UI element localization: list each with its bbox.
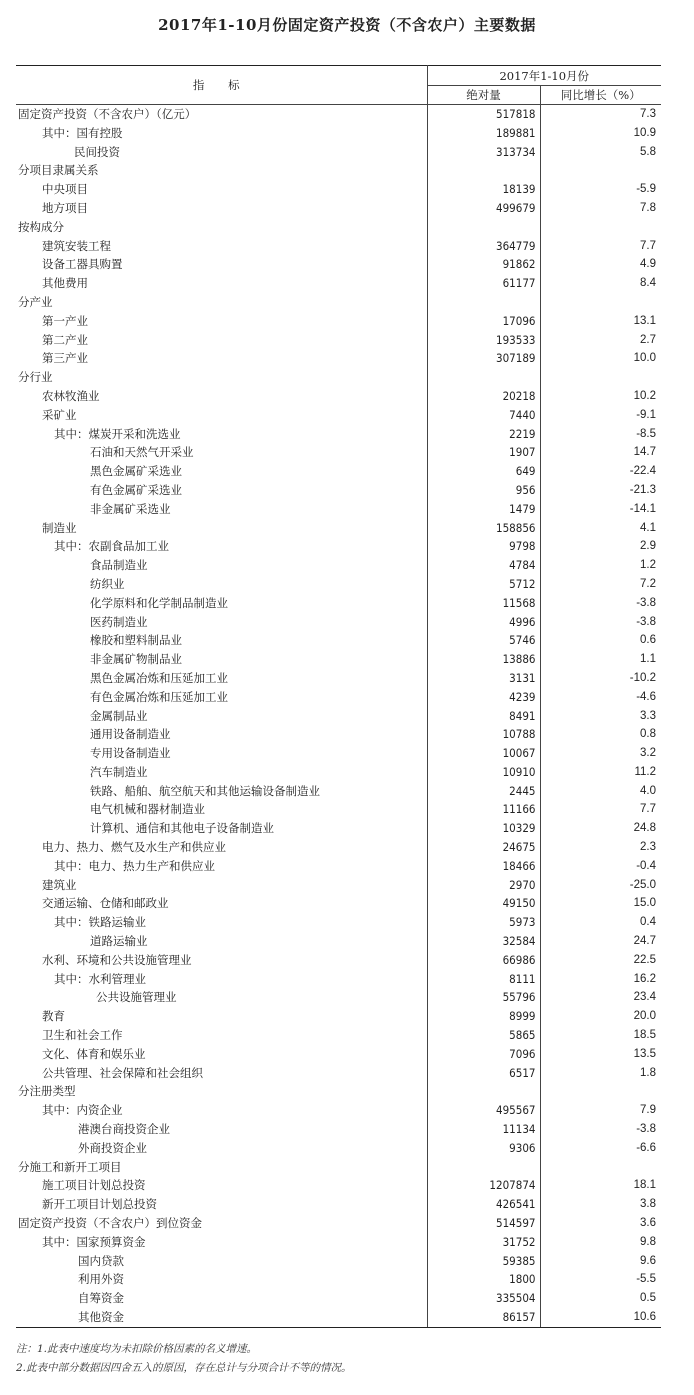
row-growth-value: 2.7 xyxy=(640,333,657,346)
row-absolute-value: 55796 xyxy=(427,988,540,1007)
table-row xyxy=(16,143,661,162)
table-row xyxy=(16,857,661,876)
row-label: 食品制造业 xyxy=(16,556,427,575)
table-row xyxy=(16,218,661,237)
row-growth-value: 2.3 xyxy=(640,841,657,854)
table-row xyxy=(16,1007,661,1026)
row-absolute-value: 18139 xyxy=(427,180,540,199)
table-row xyxy=(16,368,661,387)
row-absolute-value: 11166 xyxy=(427,800,540,819)
table-row xyxy=(16,613,661,632)
row-growth-value: 4.0 xyxy=(640,784,657,797)
row-label: 其中：国家预算资金 xyxy=(16,1233,427,1252)
row-label: 国内贷款 xyxy=(16,1252,427,1271)
table-row xyxy=(16,688,661,707)
row-absolute-value xyxy=(427,1082,540,1101)
row-growth-value: 13.5 xyxy=(633,1047,657,1060)
row-absolute-value: 4784 xyxy=(427,556,540,575)
row-absolute-value: 335504 xyxy=(427,1289,540,1308)
row-label: 非金属矿采选业 xyxy=(16,500,427,519)
row-label: 建筑业 xyxy=(16,876,427,895)
table-row xyxy=(16,744,661,763)
row-label: 黑色金属矿采选业 xyxy=(16,462,427,481)
table-row xyxy=(16,913,661,932)
row-absolute-value: 517818 xyxy=(427,105,540,124)
row-growth-value: -3.8 xyxy=(636,1123,657,1136)
row-label: 按构成分 xyxy=(16,218,427,237)
row-growth-value: 2.9 xyxy=(640,540,657,553)
table-row xyxy=(16,406,661,425)
growth-column-header: 同比增长（%） xyxy=(540,86,661,105)
row-absolute-value: 9306 xyxy=(427,1139,540,1158)
row-absolute-value: 32584 xyxy=(427,932,540,951)
row-absolute-value: 158856 xyxy=(427,519,540,538)
table-row xyxy=(16,500,661,519)
row-label: 有色金属矿采选业 xyxy=(16,481,427,500)
row-growth-value: 13.1 xyxy=(633,314,657,327)
row-label: 交通运输、仓储和邮政业 xyxy=(16,894,427,913)
row-absolute-value: 1207874 xyxy=(427,1176,540,1195)
row-absolute-value: 10788 xyxy=(427,725,540,744)
row-label: 其中：煤炭开采和洗选业 xyxy=(16,425,427,444)
row-growth-value: 7.8 xyxy=(640,201,657,214)
table-header xyxy=(16,66,661,105)
row-label: 自筹资金 xyxy=(16,1289,427,1308)
table-row xyxy=(16,1195,661,1214)
table-row xyxy=(16,707,661,726)
row-growth-value: 7.2 xyxy=(640,577,657,590)
row-growth-value: -6.6 xyxy=(636,1141,657,1154)
row-growth-value: -22.4 xyxy=(629,465,657,478)
row-label: 水利、环境和公共设施管理业 xyxy=(16,951,427,970)
table-row xyxy=(16,650,661,669)
table-row xyxy=(16,932,661,951)
row-absolute-value xyxy=(427,1158,540,1177)
row-absolute-value: 91862 xyxy=(427,255,540,274)
row-growth-value: 3.3 xyxy=(640,709,657,722)
row-absolute-value: 307189 xyxy=(427,349,540,368)
row-growth-value: -3.8 xyxy=(636,615,657,628)
table-row xyxy=(16,1082,661,1101)
row-absolute-value: 7096 xyxy=(427,1045,540,1064)
row-absolute-value: 9798 xyxy=(427,537,540,556)
table-row xyxy=(16,988,661,1007)
row-label: 公共设施管理业 xyxy=(16,988,427,1007)
row-growth-value: 22.5 xyxy=(633,953,657,966)
row-label: 其他费用 xyxy=(16,274,427,293)
table-row xyxy=(16,237,661,256)
row-label: 其中：水利管理业 xyxy=(16,970,427,989)
row-label: 电力、热力、燃气及水生产和供应业 xyxy=(16,838,427,857)
table-row xyxy=(16,970,661,989)
row-label: 石油和天然气开采业 xyxy=(16,443,427,462)
row-absolute-value: 10329 xyxy=(427,819,540,838)
row-absolute-value: 5712 xyxy=(427,575,540,594)
row-label: 第二产业 xyxy=(16,331,427,350)
row-absolute-value: 8111 xyxy=(427,970,540,989)
table-row xyxy=(16,537,661,556)
row-label: 纺织业 xyxy=(16,575,427,594)
table-row xyxy=(16,1120,661,1139)
row-growth-value: 11.2 xyxy=(634,765,657,778)
table-row xyxy=(16,1308,661,1327)
row-growth-value: -3.8 xyxy=(636,596,657,609)
row-absolute-value: 24675 xyxy=(427,838,540,857)
row-label: 其他资金 xyxy=(16,1308,427,1327)
row-growth-value: 0.5 xyxy=(640,1292,657,1305)
table-row xyxy=(16,1064,661,1083)
row-absolute-value: 20218 xyxy=(427,387,540,406)
row-absolute-value: 5865 xyxy=(427,1026,540,1045)
row-absolute-value: 2219 xyxy=(427,425,540,444)
footnote-2: 2.此表中部分数据因四舍五入的原因，存在总计与分项合计不等的情况。 xyxy=(16,1362,352,1374)
row-absolute-value: 313734 xyxy=(427,143,540,162)
row-growth-value: 7.9 xyxy=(640,1104,657,1117)
row-label: 第一产业 xyxy=(16,312,427,331)
table-row xyxy=(16,1139,661,1158)
row-growth-value: -21.3 xyxy=(629,483,657,496)
table-row xyxy=(16,800,661,819)
row-growth-value: -14.1 xyxy=(629,502,657,515)
row-absolute-value: 5746 xyxy=(427,631,540,650)
row-label: 其中：国有控股 xyxy=(16,124,427,143)
row-growth-value: 10.9 xyxy=(633,126,657,139)
row-growth-value: 8.4 xyxy=(640,277,657,290)
row-label: 黑色金属冶炼和压延加工业 xyxy=(16,669,427,688)
table-row xyxy=(16,1101,661,1120)
absolute-column-header: 绝对量 xyxy=(427,86,540,105)
row-absolute-value: 364779 xyxy=(427,237,540,256)
table-row xyxy=(16,199,661,218)
table-row xyxy=(16,481,661,500)
row-label: 制造业 xyxy=(16,519,427,538)
row-growth-value: 15.0 xyxy=(633,897,657,910)
row-absolute-value xyxy=(427,161,540,180)
indicator-header: 指 标 xyxy=(16,66,427,105)
table-row xyxy=(16,838,661,857)
row-absolute-value xyxy=(427,368,540,387)
row-absolute-value: 8999 xyxy=(427,1007,540,1026)
row-absolute-value: 18466 xyxy=(427,857,540,876)
row-absolute-value: 8491 xyxy=(427,707,540,726)
row-label: 分产业 xyxy=(16,293,427,312)
table-row xyxy=(16,631,661,650)
row-growth-value: -9.1 xyxy=(636,408,657,421)
row-growth-value: 10.2 xyxy=(633,389,657,402)
row-absolute-value: 13886 xyxy=(427,650,540,669)
row-absolute-value: 10910 xyxy=(427,763,540,782)
row-growth-value: -4.6 xyxy=(636,690,657,703)
row-absolute-value: 5973 xyxy=(427,913,540,932)
row-absolute-value: 7440 xyxy=(427,406,540,425)
table-row xyxy=(16,1252,661,1271)
row-growth-value: 18.5 xyxy=(633,1029,657,1042)
table-row xyxy=(16,594,661,613)
row-growth-value: 0.4 xyxy=(640,916,657,929)
row-growth-value: 23.4 xyxy=(633,991,657,1004)
row-label: 金属制品业 xyxy=(16,707,427,726)
row-growth-value: 3.2 xyxy=(640,747,657,760)
table-row xyxy=(16,180,661,199)
footnotes xyxy=(16,1340,676,1378)
row-label: 分施工和新开工项目 xyxy=(16,1158,427,1177)
row-label: 卫生和社会工作 xyxy=(16,1026,427,1045)
row-label: 通用设备制造业 xyxy=(16,725,427,744)
row-label: 固定资产投资（不含农户）（亿元） xyxy=(16,105,427,124)
row-growth-value: 3.8 xyxy=(640,1198,657,1211)
row-growth-value: 24.8 xyxy=(633,822,657,835)
table-row xyxy=(16,161,661,180)
row-growth-value: 9.8 xyxy=(640,1235,657,1248)
row-growth-value xyxy=(540,218,661,237)
footnote-1: 注：1.此表中速度均为未扣除价格因素的名义增速。 xyxy=(16,1343,258,1355)
row-label: 文化、体育和娱乐业 xyxy=(16,1045,427,1064)
row-label: 计算机、通信和其他电子设备制造业 xyxy=(16,819,427,838)
row-growth-value: 0.6 xyxy=(640,634,657,647)
table-row xyxy=(16,255,661,274)
table-body xyxy=(16,105,661,1328)
row-growth-value: 0.8 xyxy=(640,728,657,741)
row-absolute-value: 11568 xyxy=(427,594,540,613)
table-row xyxy=(16,124,661,143)
page-title: 2017年1-10月份固定资产投资（不含农户）主要数据 xyxy=(158,16,536,34)
table-row xyxy=(16,1233,661,1252)
row-growth-value: 7.7 xyxy=(640,803,657,816)
row-absolute-value: 2445 xyxy=(427,782,540,801)
row-label: 化学原料和化学制品制造业 xyxy=(16,594,427,613)
row-label: 铁路、船舶、航空航天和其他运输设备制造业 xyxy=(16,782,427,801)
row-label: 教育 xyxy=(16,1007,427,1026)
row-growth-value: -8.5 xyxy=(636,427,657,440)
row-absolute-value: 189881 xyxy=(427,124,540,143)
table-row xyxy=(16,425,661,444)
table-row xyxy=(16,763,661,782)
table-row xyxy=(16,725,661,744)
table-row xyxy=(16,1270,661,1289)
table-row xyxy=(16,105,661,124)
row-absolute-value: 499679 xyxy=(427,199,540,218)
table-row xyxy=(16,462,661,481)
row-label: 施工项目计划总投资 xyxy=(16,1176,427,1195)
row-growth-value: 14.7 xyxy=(633,446,657,459)
row-growth-value: -25.0 xyxy=(629,878,657,891)
row-label: 利用外资 xyxy=(16,1270,427,1289)
table-row xyxy=(16,556,661,575)
table-row xyxy=(16,894,661,913)
row-growth-value: 18.1 xyxy=(633,1179,657,1192)
row-label: 第三产业 xyxy=(16,349,427,368)
table-row xyxy=(16,274,661,293)
table-row xyxy=(16,1214,661,1233)
row-growth-value: -10.2 xyxy=(629,671,657,684)
data-table xyxy=(16,65,661,1328)
row-absolute-value: 59385 xyxy=(427,1252,540,1271)
row-absolute-value: 31752 xyxy=(427,1233,540,1252)
row-absolute-value: 495567 xyxy=(427,1101,540,1120)
row-absolute-value: 2970 xyxy=(427,876,540,895)
row-label: 医药制造业 xyxy=(16,613,427,632)
row-growth-value: 1.1 xyxy=(640,653,657,666)
table-row xyxy=(16,1176,661,1195)
row-absolute-value: 514597 xyxy=(427,1214,540,1233)
table-row xyxy=(16,331,661,350)
row-label: 公共管理、社会保障和社会组织 xyxy=(16,1064,427,1083)
row-absolute-value: 1479 xyxy=(427,500,540,519)
row-growth-value: 5.8 xyxy=(640,145,657,158)
row-growth-value: 7.3 xyxy=(640,108,657,120)
table-row xyxy=(16,669,661,688)
row-label: 分项目隶属关系 xyxy=(16,161,427,180)
row-label: 有色金属冶炼和压延加工业 xyxy=(16,688,427,707)
row-label: 中央项目 xyxy=(16,180,427,199)
row-absolute-value: 17096 xyxy=(427,312,540,331)
row-label: 地方项目 xyxy=(16,199,427,218)
table-row xyxy=(16,951,661,970)
row-label: 新开工项目计划总投资 xyxy=(16,1195,427,1214)
row-growth-value: 10.6 xyxy=(540,1308,661,1327)
row-growth-value: 3.6 xyxy=(640,1217,657,1230)
row-growth-value: 20.0 xyxy=(633,1010,657,1023)
row-absolute-value: 61177 xyxy=(427,274,540,293)
row-label: 其中：内资企业 xyxy=(16,1101,427,1120)
row-label: 道路运输业 xyxy=(16,932,427,951)
row-growth-value xyxy=(540,161,661,180)
row-label: 分行业 xyxy=(16,368,427,387)
row-absolute-value: 426541 xyxy=(427,1195,540,1214)
table-row xyxy=(16,387,661,406)
table-row xyxy=(16,1045,661,1064)
table-row xyxy=(16,819,661,838)
row-growth-value: 1.2 xyxy=(640,559,657,572)
row-growth-value xyxy=(540,368,661,387)
row-growth-value: 7.7 xyxy=(640,239,657,252)
row-label: 汽车制造业 xyxy=(16,763,427,782)
row-absolute-value: 649 xyxy=(427,462,540,481)
row-growth-value: 16.2 xyxy=(633,972,657,985)
row-growth-value: 10.0 xyxy=(633,352,657,365)
row-growth-value: 9.6 xyxy=(640,1254,657,1267)
table-row xyxy=(16,876,661,895)
table-row xyxy=(16,443,661,462)
row-growth-value xyxy=(540,1082,661,1101)
table-row xyxy=(16,1158,661,1177)
row-absolute-value: 10067 xyxy=(427,744,540,763)
period-header: 2017年1-10月份 xyxy=(427,66,661,86)
row-label: 外商投资企业 xyxy=(16,1139,427,1158)
table-row xyxy=(16,575,661,594)
row-label: 固定资产投资（不含农户）到位资金 xyxy=(16,1214,427,1233)
row-growth-value xyxy=(540,1158,661,1177)
row-absolute-value: 3131 xyxy=(427,669,540,688)
row-absolute-value: 66986 xyxy=(427,951,540,970)
row-growth-value xyxy=(540,293,661,312)
row-growth-value: -0.4 xyxy=(636,859,657,872)
table-row xyxy=(16,349,661,368)
row-absolute-value: 956 xyxy=(427,481,540,500)
row-absolute-value xyxy=(427,218,540,237)
row-label: 橡胶和塑料制品业 xyxy=(16,631,427,650)
row-absolute-value: 1907 xyxy=(427,443,540,462)
row-growth-value: 4.1 xyxy=(640,521,657,534)
row-absolute-value: 4239 xyxy=(427,688,540,707)
table-row xyxy=(16,312,661,331)
row-growth-value: -5.5 xyxy=(636,1273,657,1286)
row-label: 设备工器具购置 xyxy=(16,255,427,274)
row-growth-value: 24.7 xyxy=(633,935,657,948)
row-label: 民间投资 xyxy=(16,143,427,162)
row-label: 采矿业 xyxy=(16,406,427,425)
row-label: 电气机械和器材制造业 xyxy=(16,800,427,819)
row-absolute-value: 6517 xyxy=(427,1064,540,1083)
table-row xyxy=(16,1026,661,1045)
row-label: 其中：农副食品加工业 xyxy=(16,537,427,556)
table-row xyxy=(16,293,661,312)
row-absolute-value: 49150 xyxy=(427,894,540,913)
row-absolute-value: 1800 xyxy=(427,1270,540,1289)
table-row xyxy=(16,782,661,801)
row-label: 分注册类型 xyxy=(16,1082,427,1101)
row-growth-value: 1.8 xyxy=(640,1066,657,1079)
row-absolute-value: 4996 xyxy=(427,613,540,632)
row-label: 建筑安装工程 xyxy=(16,237,427,256)
row-absolute-value xyxy=(427,293,540,312)
row-label: 农林牧渔业 xyxy=(16,387,427,406)
row-label: 专用设备制造业 xyxy=(16,744,427,763)
row-label: 港澳台商投资企业 xyxy=(16,1120,427,1139)
row-label: 其中：铁路运输业 xyxy=(16,913,427,932)
row-absolute-value: 86157 xyxy=(427,1308,540,1327)
row-absolute-value: 11134 xyxy=(427,1120,540,1139)
table-row xyxy=(16,519,661,538)
row-label: 非金属矿物制品业 xyxy=(16,650,427,669)
row-absolute-value: 193533 xyxy=(427,331,540,350)
row-growth-value: -5.9 xyxy=(636,183,657,196)
row-label: 其中：电力、热力生产和供应业 xyxy=(16,857,427,876)
row-growth-value: 4.9 xyxy=(640,258,657,271)
table-row xyxy=(16,1289,661,1308)
